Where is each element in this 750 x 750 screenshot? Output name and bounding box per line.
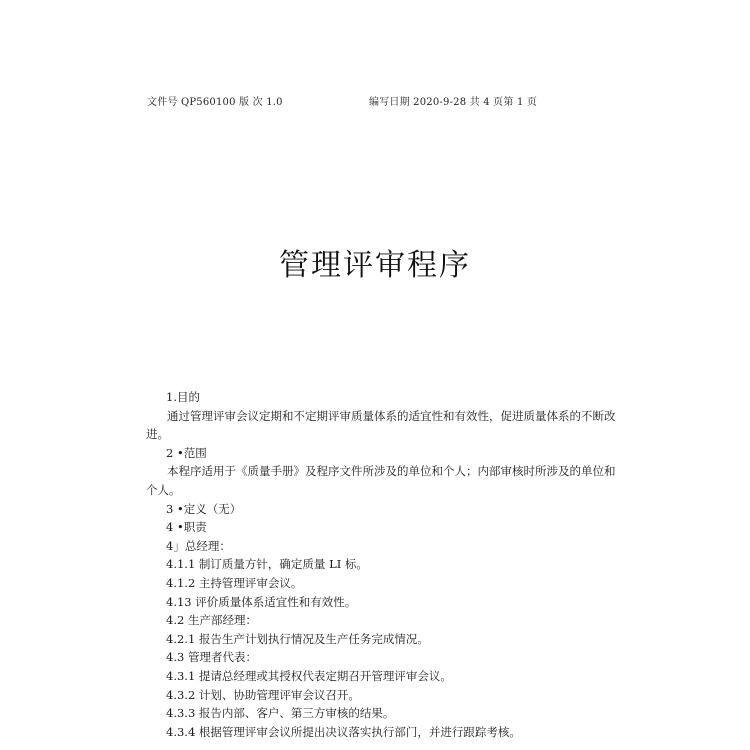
document-title: 管理评审程序 [279,248,471,283]
section-1-text-line-2: 进。 [146,427,169,442]
section-4-3-heading: 4.3 管理者代表： [166,650,257,665]
section-4-heading: 4 •职责 [166,520,207,535]
document-header [147,93,607,111]
doc-date-pages: 编写日期 2020-9-28 共 4 页第 1 页 [369,97,538,108]
doc-number-version: 文件号 QP560100 版 次 1.0 [147,97,283,108]
section-4-1-heading: 4」总经理： [166,538,231,553]
section-2-text-line-1: 本程序适用于《质量手册》及程序文件所涉及的单位和个人；内部审核时所涉及的单位和 [167,464,616,479]
section-3-heading: 3 •定义（无） [166,501,242,516]
item-4-3-2: 4.3.2 计划、协助管理评审会议召开。 [166,687,360,702]
section-1-text-line-1: 通过管理评审会议定期和不定期评审质量体系的适宜性和有效性，促进质量体系的不断改 [167,408,616,423]
document-body [146,388,616,741]
item-4-3-4: 4.3.4 根据管理评审会议所提出决议落实执行部门，并进行跟踪考核。 [166,724,521,739]
section-2-heading: 2 •范围 [166,445,207,460]
item-4-1-2: 4.1.2 主持管理评审会议。 [166,575,303,590]
item-4-3-1: 4.3.1 提请总经理或其授权代表定期召开管理评审会议。 [166,668,452,683]
section-4-2-heading: 4.2 生产部经理： [166,613,257,628]
section-2-text-line-2: 个人。 [146,482,181,497]
item-4-3-3: 4.3.3 报告内部、客户、第三方审核的结果。 [166,706,395,721]
section-1-heading: 1.目的 [166,390,200,404]
item-4-1-1: 4.1.1 制订质量方针，确定质量 LI 标。 [166,557,368,572]
item-4-1-3: 4.13 评价质量体系适宜性和有效性。 [166,594,357,609]
item-4-2-1: 4.2.1 报告生产计划执行情况及生产任务完成情况。 [166,631,429,646]
